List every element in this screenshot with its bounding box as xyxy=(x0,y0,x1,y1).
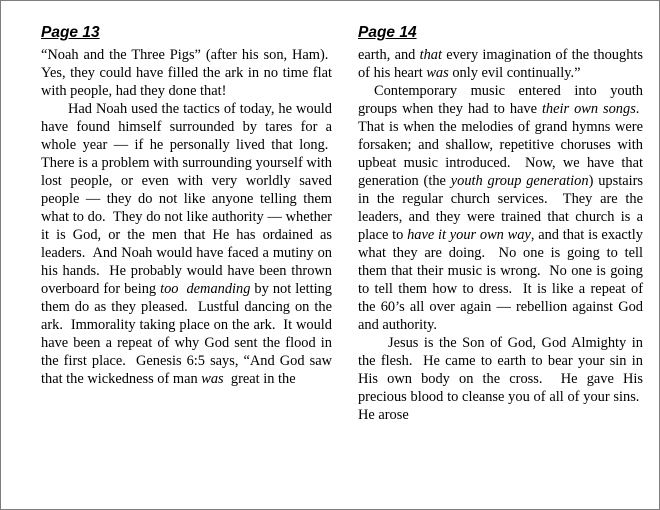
paragraph xyxy=(358,82,643,334)
text-segment: , and that is exactly what they are doing. No one is going to tell them that their music is wrong. No one is going to tell them how to dress. It is like a repeat of the 60’s all over again — rebellion against God and authority. xyxy=(357,227,643,333)
text-segment: ) upstairs in the regular church services. They are the leaders, and they were trained that church is a place to xyxy=(357,173,643,243)
page-14-column xyxy=(358,23,643,509)
text-segment: . That is when the melodies of grand hymns were forsaken; and shallow, repetitive choruses with upbeat music introduced. Now, we have that generation (the xyxy=(357,101,643,189)
italic-text-segment: too demanding xyxy=(160,281,251,297)
paragraph xyxy=(358,46,643,82)
italic-text-segment: was xyxy=(426,65,449,81)
text-segment: great in the xyxy=(223,371,296,387)
text-segment: every imagination of the thoughts of his heart xyxy=(357,47,643,81)
text-segment: earth, and xyxy=(357,47,420,63)
page-13-body xyxy=(41,46,332,388)
text-segment: by not letting them do as they pleased. Lustful dancing on the ark. Immorality taking place on the ark. It would have been a repeat of why God sent the flood in the first place. Genesis 6:5 says, “And God saw that the wickedness of man xyxy=(41,281,332,387)
italic-text-segment: their own songs xyxy=(541,101,636,117)
italic-text-segment: was xyxy=(201,371,224,387)
text-segment: Jesus is the Son of God, God Almighty in the flesh. He came to earth to bear your sin in His own body on the cross. He gave His precious blood to cleanse you of all of your sins. He arose xyxy=(357,335,643,423)
text-segment: Had Noah used the tactics of today, he would have found himself surrounded by tares for a whole year — if he personally lived that long. There is a problem with surrounding yourself with lost people, or even with very worldly saved people — they do not like anyone telling them what to do. They do not like authority — whether it is God, or the men that He has ordained as leaders. And Noah would have faced a mutiny on his hands. He probably would have been thrown overboard for being xyxy=(41,101,332,297)
italic-text-segment: youth group generation xyxy=(450,173,589,189)
paragraph xyxy=(41,46,332,100)
text-segment: Contemporary music entered into youth groups when they had to have xyxy=(357,83,643,117)
page-14-body xyxy=(358,46,643,424)
paragraph xyxy=(358,334,643,424)
text-segment: “Noah and the Three Pigs” (after his son, Ham). Yes, they could have filled the ark in no time flat with people, had they done that! xyxy=(41,47,332,99)
text-segment: only evil continually.” xyxy=(448,65,581,81)
page-14-heading: Page 14 xyxy=(357,24,417,41)
italic-text-segment: that xyxy=(419,47,442,63)
italic-text-segment: have it your own way xyxy=(407,227,531,243)
page-13-heading: Page 13 xyxy=(41,24,100,41)
paragraph xyxy=(41,100,332,388)
page-13-column xyxy=(41,23,332,509)
